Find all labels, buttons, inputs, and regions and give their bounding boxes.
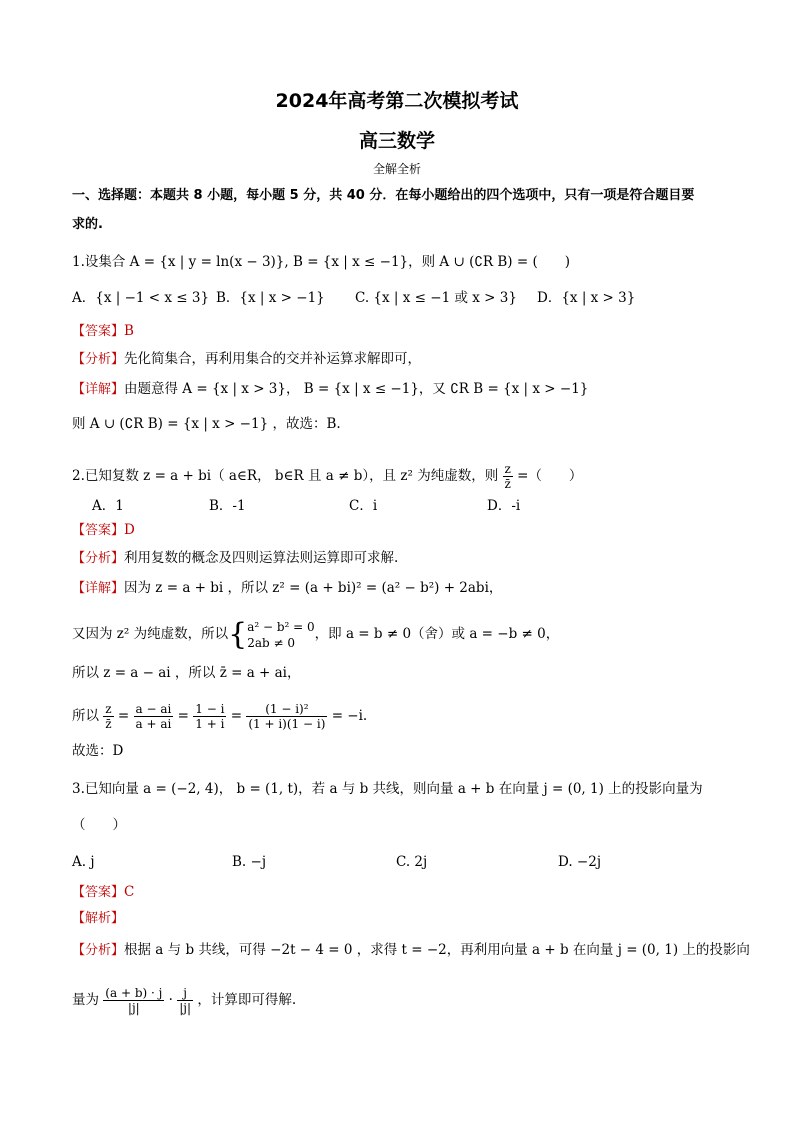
q2-conclusion: 故选：D	[72, 743, 124, 759]
fraction-denominator: z̄	[504, 477, 511, 491]
q2-answer	[72, 520, 732, 541]
q1-option-a: A．{x | −1 < x ≤ 3}	[72, 290, 210, 306]
q2-stem	[72, 462, 732, 491]
q2-answer-value: D	[124, 522, 135, 538]
answer-label: 【答案】	[72, 324, 125, 339]
q1-option-b: B．{x | x > −1}	[216, 290, 325, 306]
fraction-denominator: |j|	[127, 1001, 140, 1015]
detail-label: 【详解】	[72, 382, 125, 397]
q1-analysis-text: 先化简集合，再利用集合的交并补运算求解即可，	[124, 351, 422, 367]
q3-jiexi	[72, 908, 732, 929]
q1-detail-text: 由题意得 A = {x | x > 3}， B = {x | x ≤ −1}，又 ∁R B = {x | x > −1}	[124, 381, 589, 397]
q3-stem: 3.已知向量 a = (−2, 4)， b = (1, t)，若 a 与 b 共线，则向量 a + b 在向量 j = (0, 1) 上的投影向量为	[72, 781, 703, 797]
fraction-numerator: j	[177, 986, 193, 1001]
q3-answer-value: C	[124, 884, 135, 900]
answer-label: 【答案】	[72, 885, 125, 900]
fraction-numerator: (a + b) · j	[105, 986, 163, 1000]
analysis-label: 【分析】	[72, 352, 125, 367]
q2-analysis-text: 利用复数的概念及四则运算法则运算即可求解.	[124, 550, 399, 566]
q2-detail	[72, 578, 732, 599]
q2-stem-end: =（ ）	[517, 468, 583, 484]
q1-option-d: D．{x | x > 3}	[537, 290, 636, 306]
projection-fraction-1	[103, 986, 164, 1015]
q1-option-c: C. {x | x ≤ −1 或 x > 3}	[355, 290, 517, 306]
q2-system-intro: 又因为 z² 为纯虚数，所以	[72, 626, 229, 642]
q2-system-result: ，即 a = b ≠ 0（舍）或 a = −b ≠ 0，	[314, 626, 560, 642]
fraction-numerator: (1 − i)²	[246, 702, 327, 717]
q1-detail-conclusion: 则 A ∪ (∁R B) = {x | x > −1} ，故选：B.	[72, 416, 341, 432]
fraction-numerator: a − ai	[135, 702, 172, 716]
answer-label: 【答案】	[72, 523, 125, 538]
q2-option-c: C．i	[349, 498, 378, 514]
fraction-numerator: z	[105, 702, 112, 716]
q2-stem-fraction	[503, 462, 513, 491]
fraction-numerator: z	[504, 462, 511, 476]
q2-fraction-intro: 所以	[72, 708, 99, 724]
q3-option-a: A. j	[72, 854, 95, 870]
projection-fraction-2	[177, 986, 193, 1015]
jiexi-label: 【解析】	[72, 911, 125, 926]
exam-subject: 高三数学	[358, 130, 435, 152]
q3-analysis-formula: 量为 $\frac{(a + b) \cdot j}{|j|}$ · $\frac{j}{|j|}$ ，计算即可得解.	[72, 986, 297, 1015]
fraction-numerator: 1 − i	[195, 702, 225, 716]
q2-fraction-result: = −i.	[331, 708, 368, 724]
q3-answer	[72, 882, 732, 903]
analysis-label: 【分析】	[72, 551, 125, 566]
equation-system	[247, 619, 314, 651]
exam-title: 2024年高考第二次模拟考试	[275, 90, 519, 112]
q2-analysis	[72, 548, 732, 569]
q1-stem: 1.设集合 A = {x | y = ln(x − 3)}, B = {x | x ≤ −1}，则 A ∪ (∁R B) = ( )	[72, 254, 570, 270]
q3-analysis-text: 根据 a 与 b 共线，可得 −2t − 4 = 0 ，求得 t = −2，再利用向量 a + b 在向量 j = (0, 1) 上的投影向	[124, 942, 750, 958]
q2-option-a: A．1	[92, 498, 124, 514]
q3-option-d: D. −2j	[558, 854, 602, 870]
fraction-denominator: (1 + i)(1 − i)	[248, 717, 326, 731]
q3-stem-cont: （ ）	[72, 817, 126, 833]
q2-option-d: D．-i	[487, 498, 521, 514]
q1-detail	[72, 379, 732, 400]
fraction-denominator: 1 + i	[195, 717, 225, 731]
section-heading: 一、选择题：本题共 8 小题，每小题 5 分，共 40 分．在每小题给出的四个选项中，只有一项是符合题目要	[72, 188, 695, 203]
fraction-1	[103, 702, 113, 731]
exam-note: 全解全析	[372, 162, 421, 176]
q2-stem-text: 2.已知复数 z = a + bi（ a∈R， b∈R 且 a ≠ b），且 z² 为纯虚数，则	[72, 468, 499, 484]
q3-analysis	[72, 940, 750, 961]
q2-detail-system	[72, 614, 732, 654]
q3-option-b: B. −j	[232, 854, 267, 870]
fraction-4	[246, 702, 327, 731]
fraction-denominator: |j|	[179, 1001, 192, 1015]
q2-detail-text: 因为 z = a + bi ，所以 z² = (a + bi)² = (a² − b²) + 2abi，	[124, 580, 503, 596]
q1-answer-value: B	[124, 323, 134, 339]
fraction-denominator: z̄	[105, 717, 112, 731]
q2-detail-fraction: 所以 $\frac{z}{z̄}$ = $\frac{a - ai}{a + ai}$ = $\frac{1 - i}{1 + i}$ = $\frac{\text{(1 − i)²}}{(1 + i)(1 - i)}$ = −i.	[72, 702, 368, 731]
analysis-label: 【分析】	[72, 943, 125, 958]
q3-option-c: C. 2j	[396, 854, 428, 870]
system-eq-1: a² − b² = 0	[247, 619, 315, 634]
fraction-denominator: a + ai	[135, 717, 172, 731]
q2-detail-conj: 所以 z = a − ai ，所以 z̄ = a + ai，	[72, 665, 301, 681]
q1-analysis	[72, 349, 732, 370]
section-heading-cont: 求的.	[72, 217, 103, 232]
detail-label: 【详解】	[72, 581, 125, 596]
fraction-2	[134, 702, 174, 731]
system-eq-2: 2ab ≠ 0	[247, 635, 295, 650]
q2-option-b: B．-1	[209, 498, 246, 514]
q1-answer	[72, 321, 732, 342]
q3-formula-intro: 量为	[72, 992, 99, 1008]
fraction-3	[193, 702, 226, 731]
brace-symbol: {	[228, 616, 248, 652]
q3-formula-end: ，计算即可得解.	[197, 992, 297, 1008]
